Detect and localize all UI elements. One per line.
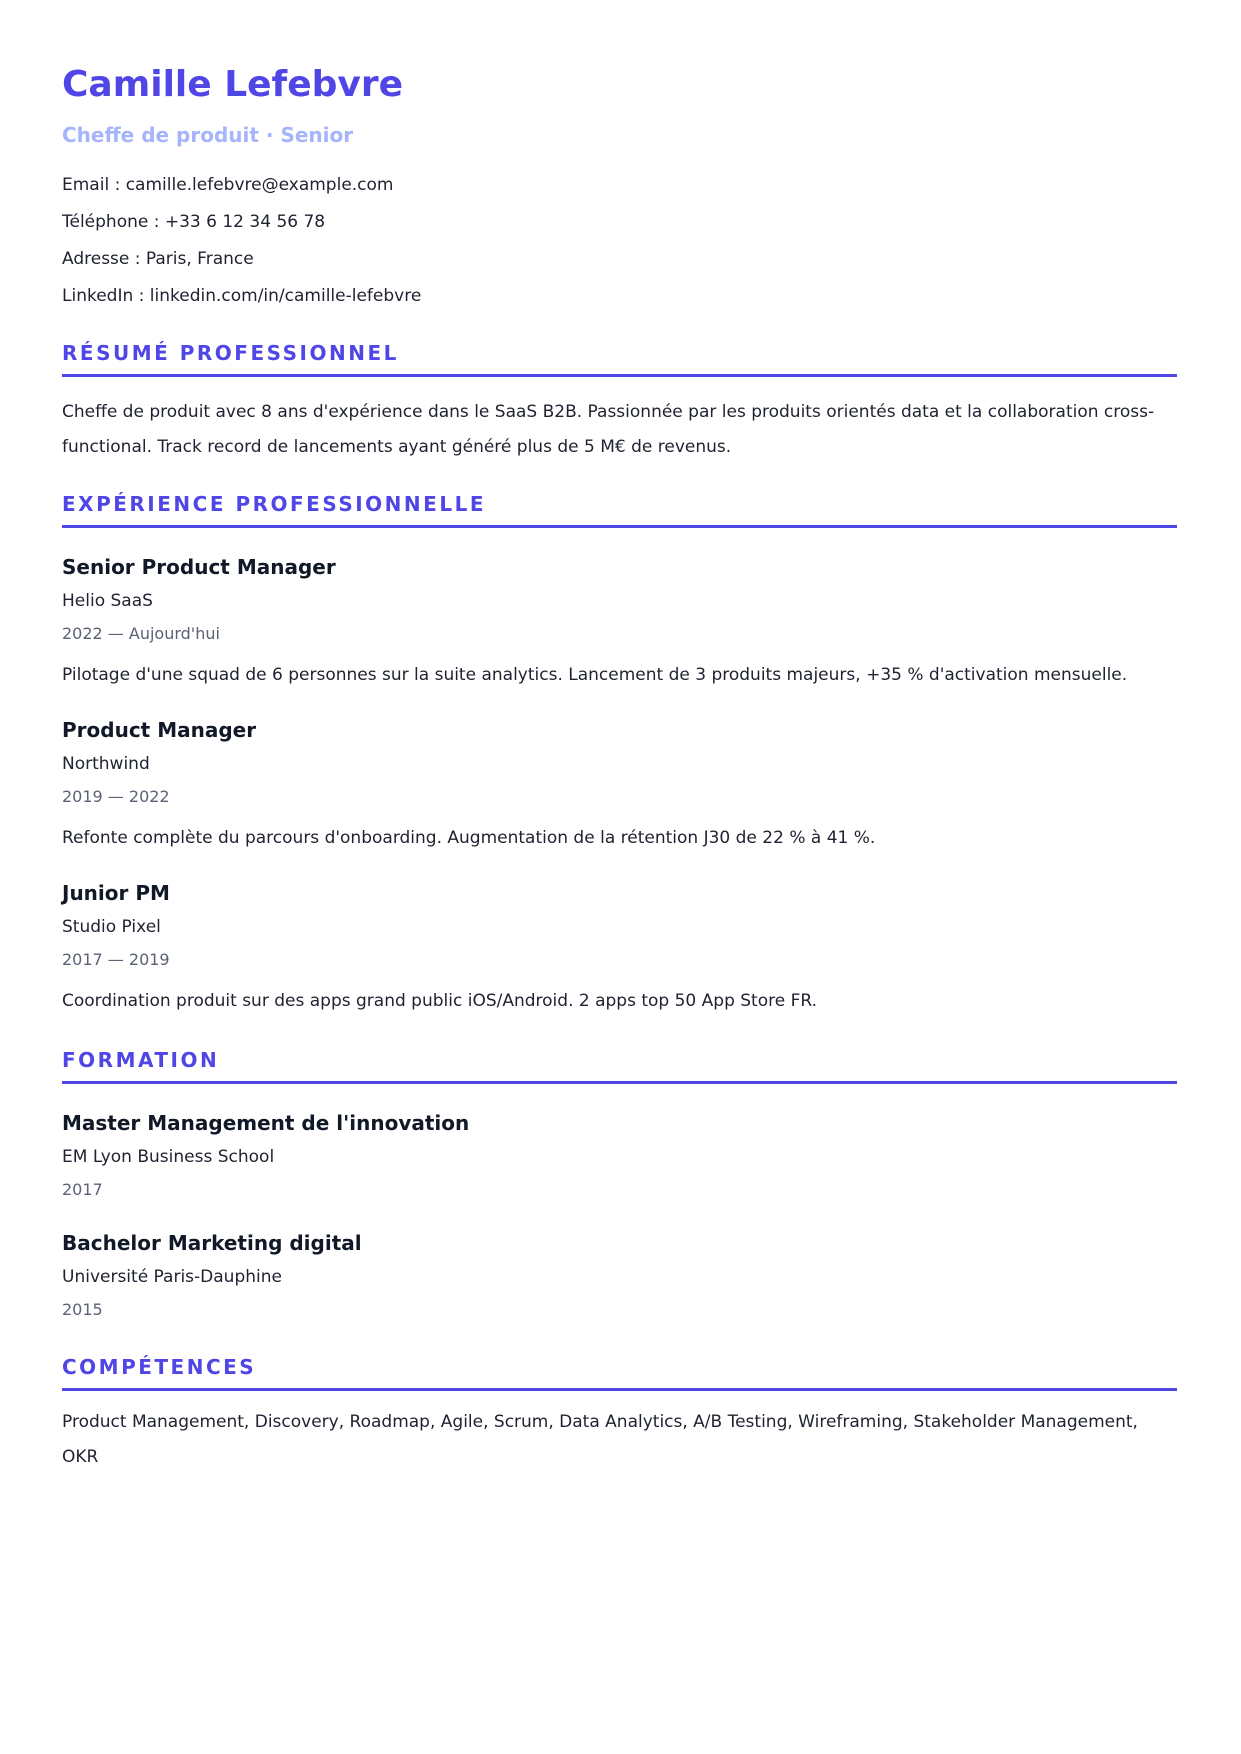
experience-title: EXPÉRIENCE PROFESSIONNELLE xyxy=(62,491,1177,528)
experience-dates: 2019 — 2022 xyxy=(62,787,170,806)
education-item xyxy=(62,1110,1179,1200)
experience-dates: 2017 — 2019 xyxy=(62,950,170,969)
candidate-name: Camille Lefebvre xyxy=(62,64,404,105)
education-year: 2015 xyxy=(62,1300,103,1319)
experience-role: Product Manager xyxy=(62,718,257,742)
experience-description: Pilotage d'une squad de 6 personnes sur la suite analytics. Lancement de 3 produits majeurs, +35 % d'activation mensuelle. xyxy=(62,665,1128,685)
experience-item xyxy=(62,717,1179,856)
summary-text: Cheffe de produit avec 8 ans d'expérience dans le SaaS B2B. Passionnée par les produits orientés data et la collaboration cross-functional. Track record de lancements ayant généré plus de 5 M€ de revenus. xyxy=(62,402,1155,457)
contact-phone: Téléphone : +33 6 12 34 56 78 xyxy=(62,212,326,232)
education-school: EM Lyon Business School xyxy=(62,1147,275,1167)
contact-address: Adresse : Paris, France xyxy=(62,249,254,269)
education-item xyxy=(62,1230,1179,1320)
education-degree: Master Management de l'innovation xyxy=(62,1111,470,1135)
education-degree: Bachelor Marketing digital xyxy=(62,1231,362,1255)
experience-company: Helio SaaS xyxy=(62,591,153,611)
education-year: 2017 xyxy=(62,1180,103,1199)
contact-block xyxy=(62,174,1179,322)
summary-title: RÉSUMÉ PROFESSIONNEL xyxy=(62,340,1177,377)
education-section xyxy=(62,1047,1179,1320)
resume-header xyxy=(62,62,1179,148)
experience-item xyxy=(62,554,1179,693)
experience-list xyxy=(62,554,1179,1019)
experience-role: Junior PM xyxy=(62,881,170,905)
education-list xyxy=(62,1110,1179,1320)
experience-company: Northwind xyxy=(62,754,150,774)
education-school: Université Paris-Dauphine xyxy=(62,1267,282,1287)
experience-item xyxy=(62,880,1179,1019)
experience-role: Senior Product Manager xyxy=(62,555,336,579)
experience-company: Studio Pixel xyxy=(62,917,161,937)
experience-section xyxy=(62,491,1179,1019)
skills-text: Product Management, Discovery, Roadmap, Agile, Scrum, Data Analytics, A/B Testing, Wireframing, Stakeholder Management, OKR xyxy=(62,1412,1138,1467)
experience-description: Coordination produit sur des apps grand public iOS/Android. 2 apps top 50 App Store FR. xyxy=(62,991,817,1011)
summary-section xyxy=(62,340,1179,465)
experience-dates: 2022 — Aujourd'hui xyxy=(62,624,220,643)
experience-description: Refonte complète du parcours d'onboarding. Augmentation de la rétention J30 de 22 % à 41 %. xyxy=(62,828,876,848)
contact-linkedin: LinkedIn : linkedin.com/in/camille-lefebvre xyxy=(62,286,422,306)
contact-email: Email : camille.lefebvre@example.com xyxy=(62,175,394,195)
skills-title: COMPÉTENCES xyxy=(62,1354,1177,1391)
skills-section xyxy=(62,1354,1179,1475)
education-title: FORMATION xyxy=(62,1047,1177,1084)
candidate-headline: Cheffe de produit · Senior xyxy=(62,123,354,147)
